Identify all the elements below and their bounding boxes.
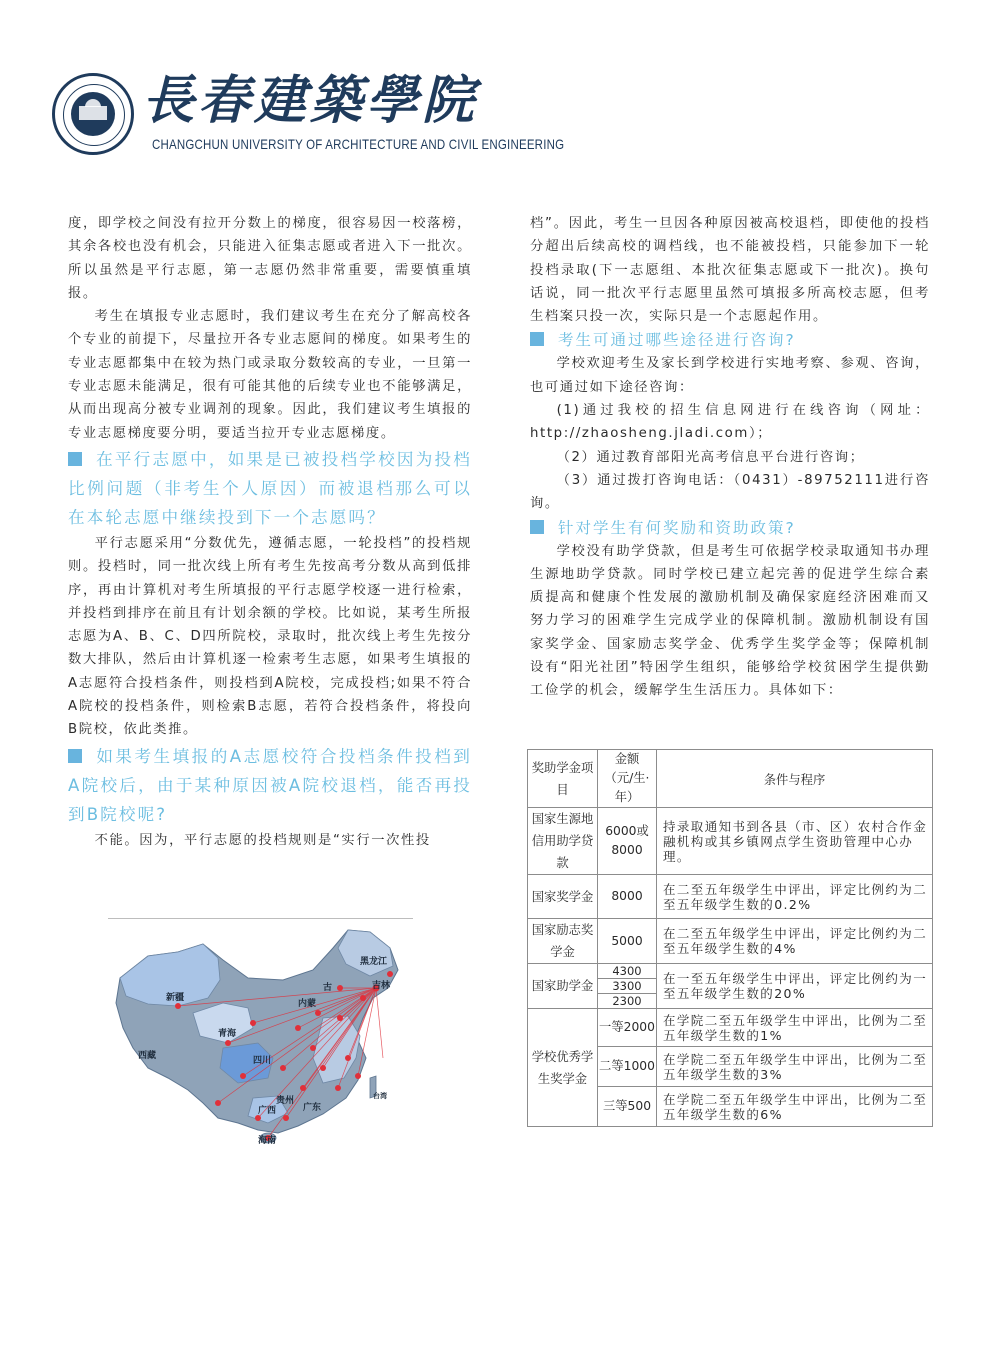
table-row [528,919,933,964]
square-bullet-icon [68,749,82,763]
svg-text:黑龙江: 黑龙江 [360,957,388,967]
paragraph: 平行志愿采用“分数优先，遵循志愿，一轮投档”的投档规则。投档时，同一批次线上所有考生先按高考分数从高到低排序，再由计算机对考生所填报的平行志愿学校逐一进行检索，并投档到排序在前且有计划余额的学校。比如说，某考生所报志愿为A、B、C、D四所院校，录取时，批次线上考生先按分数大排队，然后由计算机逐一检索考生志愿，如果考生填报的A志愿符合投档条件，则投档到A院校，完成投档;如果不符合A院校的投档条件，则检索B志愿，若符合投档条件，将投向B院校，依此类推。 [68,535,472,738]
question-heading: 针对学生有何奖励和资助政策? [530,516,930,540]
consult-item-website: (1)通过我校的招生信息网进行在线咨询（网址：http://zhaosheng.jladi.com）； [530,403,930,442]
svg-text:古: 古 [323,983,333,993]
paragraph: 度，即学校之间没有拉开分数上的梯度，很容易因一校落榜，其余各校也没有机会，只能进入征集志愿或者进入下一批次。所以虽然是平行志愿，第一志愿仍然非常重要，需要慎重填报。 [68,216,472,301]
divider [108,918,413,919]
svg-text:台湾: 台湾 [373,1092,387,1100]
svg-text:青海: 青海 [218,1029,237,1039]
right-column [530,212,930,703]
table-row [528,875,933,919]
paragraph: 考生在填报专业志愿时，我们建议考生在充分了解高校各个专业的前提下，尽量拉开各专业志愿间的梯度。如果考生的专业志愿都集中在较为热门或录取分数较高的专业，一旦第一专业志愿未能满足，很有可能其他的后续专业也不能够满足，从而出现高分被专业调剂的现象。因此，我们建议考生填报的专业志愿梯度要分明，要适当拉开专业志愿梯度。 [68,309,472,441]
left-column [68,212,472,852]
aid-amount: 6000或8000 [598,808,657,875]
china-map-icon [108,918,413,1148]
square-bullet-icon [530,520,544,534]
svg-text:吉林: 吉林 [372,981,391,991]
aid-condition: 在学院二至五年级学生中评出，比例为二至五年级学生数的6% [657,1087,933,1127]
aid-amount: 一等2000 [598,1009,657,1047]
square-bullet-icon [68,452,82,466]
aid-amount: 8000 [598,875,657,919]
paragraph: 学校没有助学贷款，但是考生可依据学校录取通知书办理生源地助学贷款。同时学校已建立起完善的促进学生综合素质提高和健康个性发展的激励机制及确保家庭经济困难而又努力学习的困难学生完成学业的保障机制。激励机制设有国家奖学金、国家励志奖学金、优秀学生奖学金等；保障机制设有“阳光社团”特困学生组织，能够给学校贫困学生提供勤工俭学的机会，缓解学生生活压力。具体如下： [530,543,930,699]
question-heading: 在平行志愿中，如果是已被投档学校因为投档比例问题（非考生个人原因）而被退档那么可以在本轮志愿中继续投到下一个志愿吗？ [68,449,472,527]
svg-text:贵州: 贵州 [276,1096,295,1106]
financial-aid-table [527,749,933,1127]
university-seal-icon [52,73,134,155]
logo-subtitle: CHANGCHUN UNIVERSITY OF ARCHITECTURE AND CIVIL ENGINEERING [152,138,565,153]
aid-condition: 在二至五年级学生中评出，评定比例约为二至五年级学生数的4% [657,919,933,964]
aid-item: 学校优秀学生奖学金 [528,1009,598,1127]
aid-item: 国家生源地信用助学贷款 [528,808,598,875]
svg-text:四川: 四川 [253,1056,272,1066]
aid-condition: 持录取通知书到各县（市、区）农村合作金融机构或其乡镇网点学生资助管理中心办理。 [657,808,933,875]
table-row [528,964,933,1009]
svg-text:内蒙: 内蒙 [298,999,317,1009]
table-row [528,808,933,875]
aid-amount: 5000 [598,919,657,964]
aid-condition: 在一至五年级学生中评出，评定比例约为一至五年级学生数的20% [657,964,933,1009]
svg-text:广东: 广东 [303,1103,322,1113]
table-header-row [528,750,933,808]
svg-text:新疆: 新疆 [166,993,185,1003]
question-heading: 如果考生填报的A志愿校符合投档条件投档到A院校后，由于某种原因被A院校退档，能否再投到B院校呢? [68,746,472,824]
aid-condition: 在二至五年级学生中评出，评定比例约为二至五年级学生数的0.2% [657,875,933,919]
aid-item: 国家助学金 [528,964,598,1009]
china-map-image [108,918,413,1148]
aid-condition: 在学院二至五年级学生中评出，比例为二至五年级学生数的3% [657,1047,933,1087]
question-heading: 考生可通过哪些途径进行咨询? [530,328,930,352]
aid-condition: 在学院二至五年级学生中评出，比例为二至五年级学生数的1% [657,1009,933,1047]
logo-title: 長春建築學院 [142,70,479,131]
aid-amount: 三等500 [598,1087,657,1127]
aid-item: 国家励志奖学金 [528,919,598,964]
header-item: 奖助学金项目 [528,750,598,808]
table-row [528,1009,933,1047]
svg-text:海南: 海南 [258,1136,277,1146]
svg-text:西藏: 西藏 [138,1051,157,1061]
square-bullet-icon [530,332,544,346]
svg-text:广西: 广西 [258,1106,277,1116]
aid-item: 国家奖学金 [528,875,598,919]
aid-amount-tiers: 4300 3300 2300 [598,964,657,1009]
paragraph: 不能。因为，平行志愿的投档规则是“实行一次性投 [94,832,431,848]
university-header [52,70,565,160]
header-amount: 金额 （元/生·年） [598,750,657,808]
header-condition: 条件与程序 [657,750,933,808]
paragraph: 档”。因此，考生一旦因各种原因被高校退档，即使他的投档分超出后续高校的调档线，也不能被投档，只能参加下一轮投档录取(下一志愿组、本批次征集志愿或下一批次)。换句话说，同一批次平行志愿里虽然可填报多所高校志愿，但考生档案只投一次，实际只是一个志愿起作用。 [530,216,930,325]
consult-item-platform: （2）通过教育部阳光高考信息平台进行咨询； [556,449,865,465]
consult-item-phone: （3）通过拨打咨询电话：（0431）-89752111进行咨询。 [530,472,930,512]
paragraph: 学校欢迎考生及家长到学校进行实地考察、参观、咨询，也可通过如下途径咨询： [530,356,930,395]
aid-amount: 二等1000 [598,1047,657,1087]
